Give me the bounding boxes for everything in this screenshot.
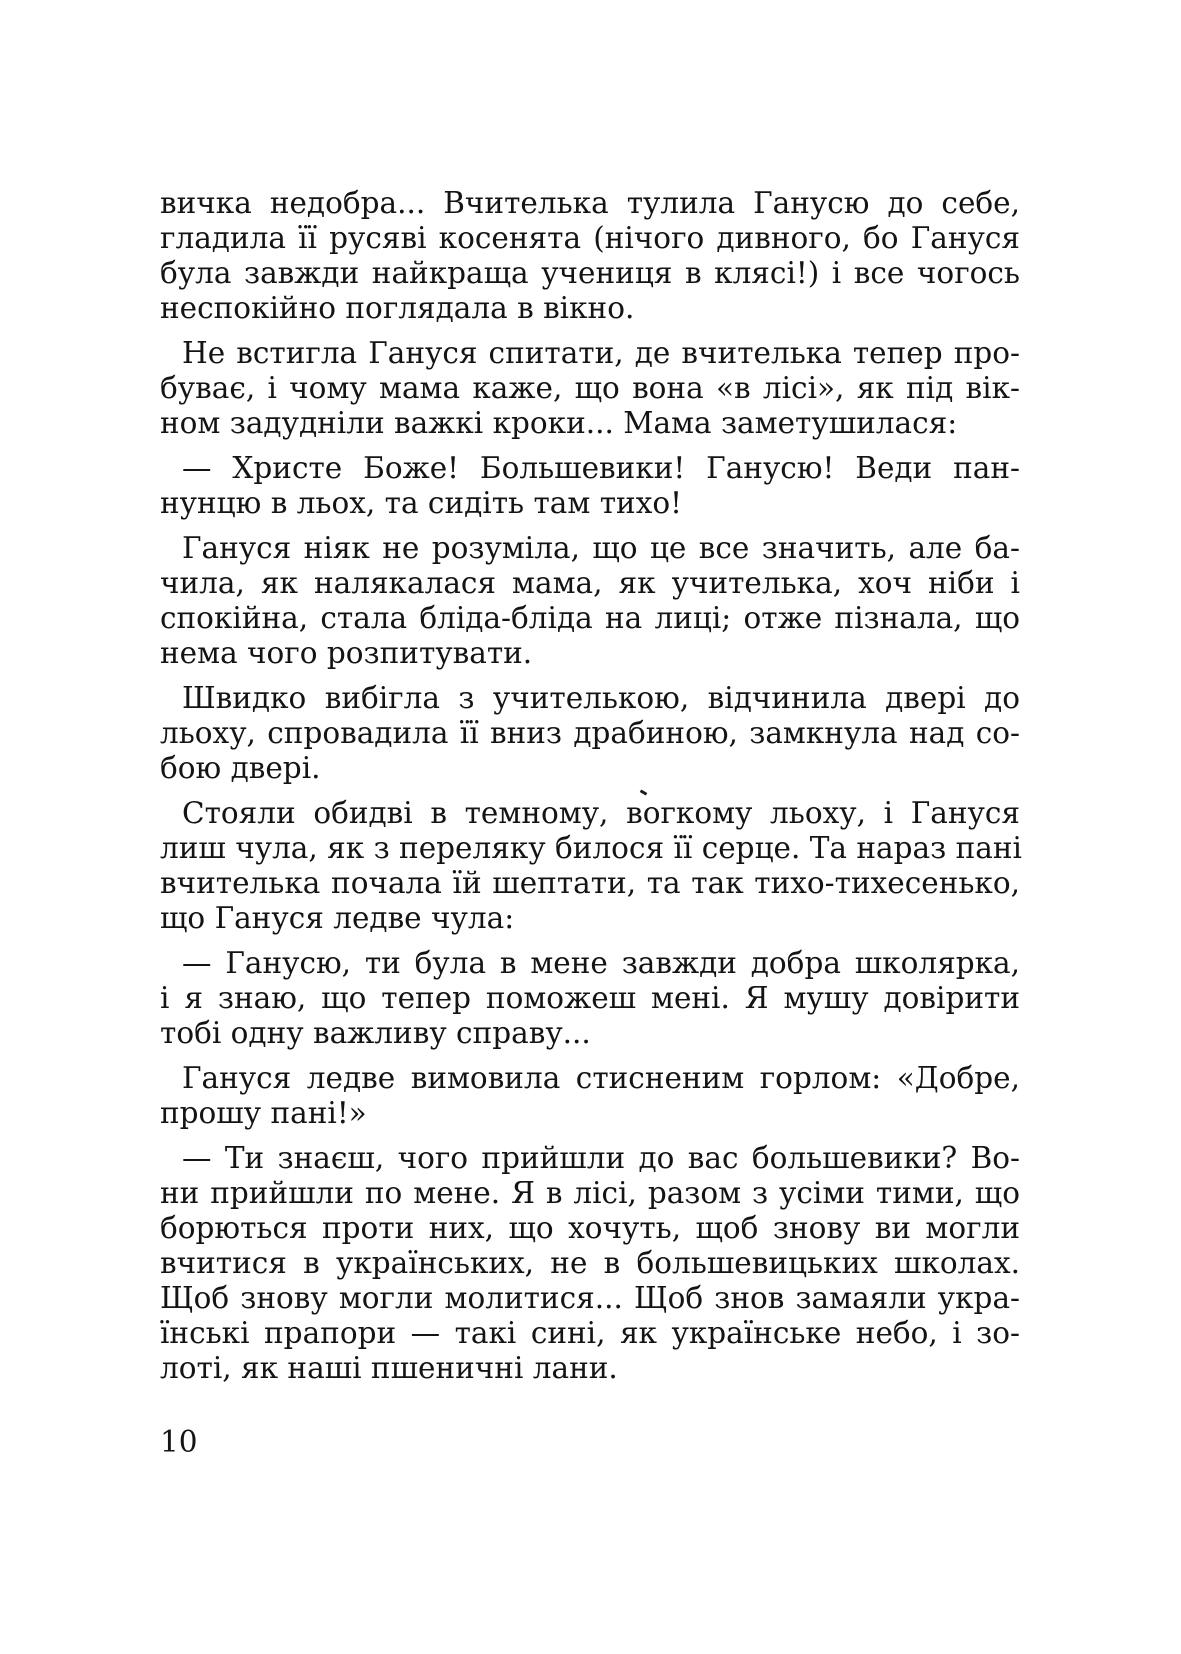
paragraph xyxy=(160,1061,1020,1131)
body-text xyxy=(160,186,1020,1396)
text-line: і я знаю, що тепер поможеш мені. Я мушу довірити xyxy=(160,981,1020,1015)
text-line: буває, і чому мама каже, що вона «в лісі», як під вік- xyxy=(160,371,1020,405)
text-line: Швидко вибігла з учителькою, відчинила двері до xyxy=(182,681,1020,715)
text-line: ни прийшли по мене. Я в лісі, разом з усіми тими, що xyxy=(160,1176,1020,1210)
text-line: вчитися в українських, не в большевицьких школах. xyxy=(160,1246,1020,1280)
paragraph xyxy=(160,946,1020,1051)
text-line: спокійна, стала бліда-бліда на лиці; отже пізнала, що xyxy=(160,601,1020,635)
text-line: вчителька почала їй шептати, та так тихо-тихесенько, xyxy=(160,866,1020,900)
text-line: ном задудніли важкі кроки... Мама заметушилася: xyxy=(160,406,958,440)
paragraph xyxy=(160,451,1020,521)
paragraph xyxy=(160,796,1020,936)
text-line: Не встигла Гануся спитати, де вчителька тепер про- xyxy=(182,336,1020,370)
text-line: — Ти знаєш, чого прийшли до вас большевики? Во- xyxy=(182,1141,1020,1175)
text-line: чила, як налякалася мама, як учителька, хоч ніби і xyxy=(160,566,1020,600)
text-line: — Ганусю, ти була в мене завжди добра школярка, xyxy=(182,946,1020,980)
paragraph xyxy=(160,531,1020,671)
text-line: Стояли обидві в темному, вогкому льоху, і Гануся xyxy=(182,796,1020,830)
text-line: неспокійно поглядала в вікно. xyxy=(160,291,635,325)
text-line: їнські прапори — такі сині, як українське небо, і зо- xyxy=(160,1316,1020,1350)
paragraph xyxy=(160,1141,1020,1386)
text-line: борються проти них, що хочуть, щоб знову ви могли xyxy=(160,1211,1020,1245)
text-line: лиш чула, як з переляку билося її серце. Та нараз пані xyxy=(160,831,1022,865)
text-line: прошу пані!» xyxy=(160,1096,367,1130)
text-line: лоті, як наші пшеничні лани. xyxy=(160,1351,618,1385)
text-line: гладила її русяві косенята (нічого дивного, бо Гануся xyxy=(160,221,1020,255)
text-line: тобі одну важливу справу... xyxy=(160,1016,591,1050)
text-line: льоху, спровадила її вниз драбиною, замкнула над со- xyxy=(160,716,1020,750)
text-line: Гануся ніяк не розуміла, що це все значить, але ба- xyxy=(182,531,1020,565)
text-line: була завжди найкраща учениця в клясі!) і все чогось xyxy=(160,256,1020,290)
text-line: — Христе Боже! Большевики! Ганусю! Веди пан- xyxy=(182,451,1020,485)
paragraph xyxy=(160,681,1020,786)
text-line: нема чого розпитувати. xyxy=(160,636,533,670)
text-line: нунцю в льох, та сидіть там тихо! xyxy=(160,486,682,520)
text-line: Щоб знову могли молитися... Щоб знов замаяли укра- xyxy=(160,1281,1020,1315)
text-line: що Гануся ледве чула: xyxy=(160,901,515,935)
page-number: 10 xyxy=(160,1425,198,1459)
text-line: бою двері. xyxy=(160,751,321,785)
text-line: Гануся ледве вимовила стисненим горлом: «Добре, xyxy=(182,1061,1020,1095)
paragraph xyxy=(160,186,1020,326)
text-line: вичка недобра... Вчителька тулила Ганусю до себе, xyxy=(160,186,1020,220)
paragraph xyxy=(160,336,1020,441)
